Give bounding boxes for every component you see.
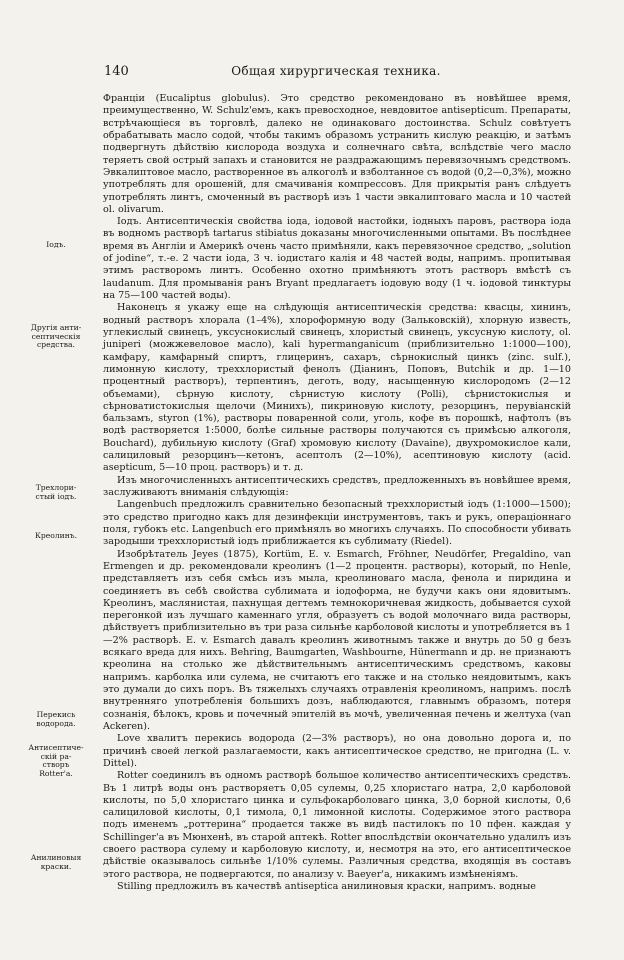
paragraph: Langenbuch предложилъ сравнительно безопасный трехxлористый іодъ (1:1000—1500); это средство пригодно какъ для дезинфекціи инструментовъ, такъ и рукъ, операціоннаго поля, губокъ etc. Langenbuch его примѣнялъ во многихъ случаяхъ. По способности убивать зародыши трехxлористый іодъ приближается къ сублимату (Riedel). [103,499,571,548]
margin-note: Перекись водорода. [36,710,76,728]
text-body [103,93,571,893]
paragraph: Франціи (Eucaliptus globulus). Это средство рекомендовано въ новѣйшее время, преимущественно, W. Schulz'емъ, какъ превосходное, невдовитое antisepticum. Препараты, встрѣчающіеся въ торговлѣ, далеко не одинаковаго достоинства. Schulz совѣтуетъ обрабатывать масло содой, чтобы такимъ образомъ устранить кислую реакцію, и затѣмъ подвергнуть дѣйствію кислорода воздуха и солнечнаго свѣта, вслѣдствіе чего масло теряетъ свой острый запахъ и становится не раздражающимъ перевязочнымъ средствомъ. Эвкалиптовое масло, растворенное въ алкоголѣ и взболтанное съ водой (0,2—0,3%), можно употреблять для орошеній, для смачиванія компрессовъ. Для прикрытія ранъ слѣдуетъ употреблять линтъ, смоченный въ растворѣ изъ 1 части эвкалиптоваго масла и 10 частей ol. olivarum. [103,93,571,215]
margin-note: Іодъ. [46,240,66,249]
margin-note: Другія анти- септическія средства. [30,323,82,349]
running-title: Общая хирургическая техника. [231,64,441,78]
paragraph: Изъ многочисленныхъ антисептическихъ средствъ, предложенныхъ въ новѣйшее время, заслуживаютъ вниманія слѣдующія: [103,474,571,498]
page-number: 140 [104,64,129,79]
margin-note: Анилиновыя краски. [30,853,82,871]
paragraph: Rotter соединилъ въ одномъ растворѣ большое количество антисептическихъ средствъ. Въ 1 литрѣ воды онъ растворяетъ 0,05 сулемы, 0,25 хлористаго натра, 2,0 карболовой кислоты, по 5,0 хлористаго цинка и сульфокарболоваго цинка, 3,0 борной кислоты, 0,6 салициловой кислоты, 0,1 тимола, 0,1 лимонной кислоты. Содержимое этого раствора подъ именемъ „роттерина“ продается также въ видѣ пастилокъ по 10 пфен. каждая у Schillinger'а въ Мюнхенѣ, въ старой аптекѣ. Rotter впослѣдствіи окончательно удалилъ изъ своего раствора сулему и карболовую кислоту, и, несмотря на это, его антисептическое дѣйствіе оказывалось сильнѣе 1/10% сулемы. Различныя средства, входящія въ составъ этого раствора, не подвергаются, по анализу v. Baeyer'а, никакимъ измѣненіямъ. [103,770,571,880]
paragraph: Наконецъ я укажу еще на слѣдующія антисептическія средства: квасцы, хининъ, водный растворъ хлорала (1–4%), хлороформную воду (Зальковскій), хлорную известь, углекислый свинецъ, уксуснокислый свинецъ, хлористый свинецъ, уксусную кислоту, ol. juniperi (можжевеловое масло), kali hypermanganicum (приблизительно 1:1000—100), камфару, камфарный спиртъ, глицеринъ, сахаръ, сѣрнокислый цинкъ (zinc. sulf.), лимонную кислоту, трехxлористый фенолъ (Діанинъ, Поповъ, Butchik и др. 1—10 процентный растворъ), терпентинъ, деготь, воду, насыщенную кислородомъ (2—12 объемами), сѣрную кислоту, сѣрнистую кислоту (Polli), сѣрнистокислыя и сѣрноватистокислыя щелочи (Минихъ), пикриновую кислоту, резорцинъ, перувіанскій бальзамъ, styron (1%), растворы поваренной соли, уголь, кофе въ порошкѣ, нафтолъ (въ водѣ растворяется 1:5000, болѣе сильные растворы получаются съ примѣсью алкоголя, Bouchard), дубильную кислоту (Graf) хромовую кислоту (Davaine), двухромокислое кали, салициловый резорцинъ—кетонъ, асептолъ (2—10%), асептиновую кислоту (acid. asepticum, 5—10 проц. растворъ) и т. д. [103,302,571,474]
margin-note: Креолинъ. [35,531,77,540]
paragraph: Love хвалитъ перекись водорода (2—3% растворъ), но она довольно дорога и, по причинѣ своей легкой разлагаемости, какъ антисептическое средство, не пригодна (L. v. Dittel). [103,733,571,769]
paragraph: Изобрѣтатель Jeyes (1875), Kortüm, E. v. Esmarch, Fröhner, Neudörfer, Pregaldino, van Ermengen и др. рекомендовали креолинъ (1—2 процентн. растворы), который, по Henle, представляетъ изъ себя смѣсь изъ мыла, креолиноваго масла, фенола и пиридина и соединяетъ въ себѣ свойства сублимата и іодоформа, не будучи какъ они ядовитымъ. Креолинъ, маслянистая, пахнущая дегтемъ темнокоричневая жидкость, добывается сухой перегонкой изъ лучшаго каменнаго угля, образуетъ съ водой молочнаго вида растворы, дѣйствуетъ приблизительно въ три раза сильнѣе карболовой кислоты и употребляется въ 1—2% растворѣ. E. v. Esmarch давалъ креолинъ животнымъ также и внутрь до 50 g безъ всякаго вреда для нихъ. Behring, Baumgarten, Washbourne, Hünermann и др. не признаютъ креолина на столько же дѣйствительнымъ антисептическимъ средствомъ, каковы напримъ. карболка или сулема, не считаютъ его также и на столько неядовитымъ, какъ это думали до сихъ поръ. Въ тяжелыхъ случаяхъ отравленія креолиномъ, напримъ. послѣ внутренняго употребленія большихъ дозъ, наблюдаются, главнымъ образомъ, потеря сознанія, бѣлокъ, кровь и почечный эпителій въ мочѣ, увеличенная печень и желтуха (van Ackeren). [103,548,571,732]
page-header [104,64,568,82]
paragraph: Іодъ. Антисептическія свойства іода, іодовой настойки, іодныхъ паровъ, раствора іода въ водномъ растворѣ tartarus stibiatus доказаны многочисленными опытами. Въ послѣднее время въ Англіи и Америкѣ очень часто примѣняли, какъ перевязочное средство, „solution of jodine“, т.-е. 2 части іода, 3 ч. іодистаго калія и 48 частей воды, напримъ. пропитывая этимъ растворомъ линтъ. Особенно охотно примѣняютъ этотъ растворъ вмѣстѣ съ laudanum. Для промыванія ранъ Bryant предлагаетъ іодовую воду (1 ч. іодовой тинктуры на 75—100 частей воды). [103,216,571,301]
margin-note: Антисептиче- скій ра- створъ Rotter'а. [28,743,84,778]
paragraph: Stilling предложилъ въ качествѣ antiseptica анилиновыя краски, напримъ. водные [117,881,536,892]
margin-note: Трехлори- стый іодъ. [35,483,77,501]
